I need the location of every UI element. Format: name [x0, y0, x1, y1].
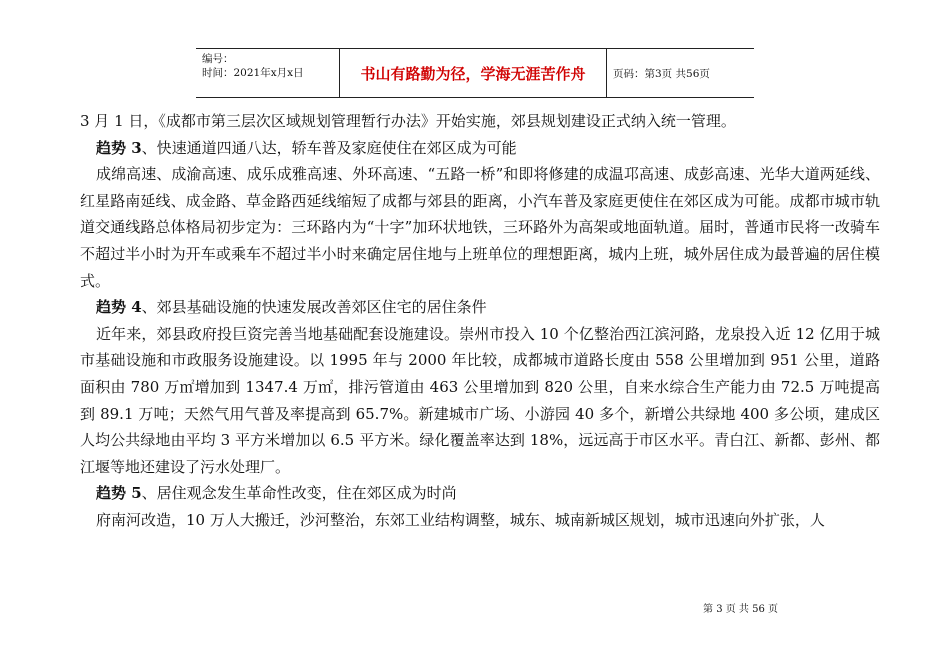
trend-4-label: 趋势 4 — [96, 298, 142, 317]
trend-4-title: 、郊县基础设施的快速发展改善郊区住宅的居住条件 — [141, 298, 487, 317]
doc-number-label: 编号： — [202, 53, 234, 65]
paragraph-3: 近年来，郊县政府投巨资完善当地基础配套设施建设。崇州市投入 10 个亿整治西江滨河路，龙泉投入近 12 亿用于城市基础设施和市政服务设施建设。以 1995 年与 2000 年比较，成都城市道路长度由 558 公里增加到 951 公里，道路面积由 780 万㎡增加到 1347.4 万㎡，排污管道由 463 公里增加到 820 公里，自来水综合生产能力由 72.5 万吨提高到 89.1 万吨；天然气用气普及率提高到 65.7%。新建城市广场、小游园 40 多个，新增公共绿地 400 多公顷，建成区人均公共绿地由平均 3 平方米增加以 6.5 平方米。绿化覆盖率达到 18%，远远高于市区水平。青白江、新都、彭州、都江堰等地还建设了污水处理厂。 — [80, 324, 880, 476]
doc-time-label: 时间：2021年x月x日 — [202, 67, 304, 79]
paragraph-2: 成绵高速、成渝高速、成乐成雅高速、外环高速、“五路一桥”和即将修建的成温邛高速、成彭高速、光华大道两延线、红星路南延线、成金路、草金路西延线缩短了成都与郊县的距离，小汽车普及家庭更使住在郊区成为可能。成都市城市轨道交通线路总体格局初步定为：三环路内为“十字”加环状地铁，三环路外为高架或地面轨道。届时，普通市民将一改骑车不超过半小时为开车或乘车不超过半小时来确定居住地与上班单位的理想距离，城内上班，城外居住成为最普遍的居住模式。 — [80, 165, 880, 290]
header-page-info: 页码：第3页 共56页 — [613, 67, 710, 80]
trend-5-heading — [80, 480, 880, 507]
paragraph-1: 3 月 1 日，《成都市第三层次区域规划管理暂行办法》开始实施，郊县规划建设正式纳入统一管理。 — [80, 112, 736, 130]
document-body — [80, 108, 880, 534]
trend-3-label: 趋势 3 — [96, 138, 142, 157]
trend-3-heading — [80, 135, 880, 162]
trend-3-title: 、快速通道四通八达，轿车普及家庭使住在郊区成为可能 — [141, 138, 517, 157]
header-motto: 书山有路勤为径，学海无涯苦作舟 — [339, 49, 607, 97]
trend-4-heading — [80, 294, 880, 321]
paragraph-4: 府南河改造，10 万人大搬迁，沙河整治，东郊工业结构调整，城东、城南新城区规划，城市迅速向外扩张，人 — [96, 510, 825, 529]
page-header — [196, 48, 754, 98]
header-meta — [196, 49, 339, 97]
page-footer: 第 3 页 共 56 页 — [703, 604, 778, 615]
trend-5-label: 趋势 5 — [96, 484, 142, 503]
trend-5-title: 、居住观念发生革命性改变，住在郊区成为时尚 — [141, 484, 457, 503]
